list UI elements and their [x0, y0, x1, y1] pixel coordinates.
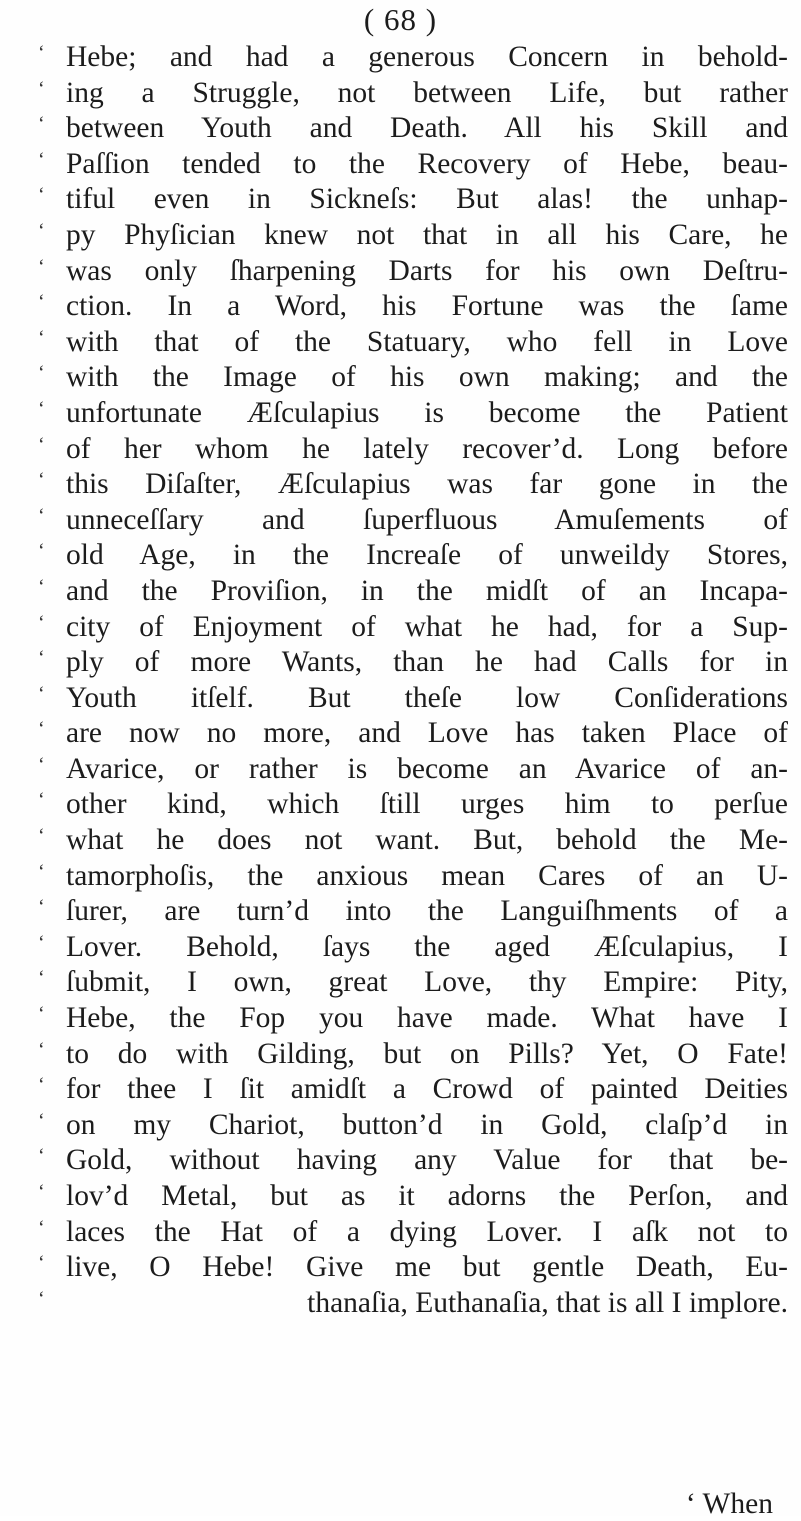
- quotation-mark: ‘: [38, 469, 45, 492]
- text-line: [38, 1250, 788, 1286]
- quotation-mark: ‘: [38, 540, 45, 563]
- quotation-mark: ‘: [38, 255, 45, 278]
- quotation-mark: ‘: [38, 1074, 45, 1097]
- line-text: are now no more, and Love has taken Place of: [66, 717, 788, 750]
- line-text: Hebe; and had a generous Concern in behold-: [66, 41, 788, 73]
- line-text: Avarice, or rather is become an Avarice of an-: [66, 752, 788, 785]
- body-text: [38, 40, 788, 1321]
- text-line: [38, 218, 788, 254]
- text-line: [38, 254, 788, 290]
- text-line: [38, 360, 788, 396]
- quotation-mark: ‘: [38, 113, 45, 136]
- line-text: of her whom he lately recover’d. Long before: [66, 432, 788, 465]
- quotation-mark: ‘: [38, 753, 45, 776]
- quotation-mark: ‘: [38, 967, 45, 990]
- text-line: [38, 574, 788, 610]
- text-line: [38, 467, 788, 503]
- quotation-mark: ‘: [38, 575, 45, 598]
- line-text: other kind, which ſtill urges him to perſue: [66, 788, 788, 821]
- text-line: [38, 432, 788, 468]
- quotation-mark: ‘: [38, 1038, 45, 1061]
- quotation-mark: ‘: [38, 1109, 45, 1132]
- line-text: ſubmit, I own, great Love, thy Empire: Pity,: [66, 966, 788, 999]
- text-line: [38, 716, 788, 752]
- line-text: laces the Hat of a dying Lover. I aſk not to: [66, 1215, 788, 1248]
- quotation-mark: ‘: [38, 860, 45, 883]
- line-text: ction. In a Word, his Fortune was the ſame: [66, 290, 788, 323]
- line-text: tamorphoſis, the anxious mean Cares of an U-: [66, 859, 788, 892]
- text-line: [38, 182, 788, 218]
- text-line: [38, 823, 788, 859]
- quotation-mark: ‘: [38, 42, 45, 64]
- line-text: ply of more Wants, than he had Calls for in: [66, 646, 788, 679]
- quotation-mark: ‘: [38, 1003, 45, 1026]
- text-line: [38, 1108, 788, 1144]
- line-text: live, O Hebe! Give me but gentle Death, Eu-: [66, 1251, 788, 1284]
- text-line: [38, 289, 788, 325]
- line-text: unneceſſary and ſuperfluous Amuſements of: [66, 503, 788, 536]
- line-text: ing a Struggle, not between Life, but rather: [66, 76, 788, 109]
- text-line: [38, 1286, 788, 1322]
- quotation-mark: ‘: [38, 789, 45, 812]
- text-line: [38, 147, 788, 183]
- line-text: on my Chariot, button’d in Gold, claſp’d in: [66, 1108, 788, 1141]
- quotation-mark: ‘: [38, 611, 45, 634]
- text-line: [38, 752, 788, 788]
- text-line: [38, 610, 788, 646]
- quotation-mark: ‘: [38, 1181, 45, 1203]
- text-line: [38, 645, 788, 681]
- quotation-mark: ‘: [38, 148, 45, 171]
- text-line: [38, 1143, 788, 1179]
- quotation-mark: ‘: [38, 326, 45, 349]
- quotation-mark: ‘: [38, 718, 45, 741]
- line-text: unfortunate Æſculapius is become the Patient: [66, 396, 788, 429]
- text-line: [38, 396, 788, 432]
- quotation-mark: ‘: [38, 682, 45, 705]
- line-text: ſurer, are turn’d into the Languiſhments of a: [66, 895, 788, 928]
- line-text: old Age, in the Increaſe of unweildy Stores,: [66, 539, 788, 572]
- line-text: tiful even in Sickneſs: But alas! the unhap-: [66, 183, 788, 216]
- quotation-mark: ‘: [38, 504, 45, 527]
- line-text: with that of the Statuary, who fell in Love: [66, 325, 788, 358]
- quotation-mark: ‘: [38, 219, 45, 242]
- line-text: this Diſaſter, Æſculapius was far gone in the: [66, 468, 788, 501]
- text-line: [38, 965, 788, 1001]
- catchword: ‘ When: [685, 1488, 773, 1520]
- line-text: Gold, without having any Value for that be-: [66, 1144, 788, 1177]
- text-line: [38, 1215, 788, 1251]
- text-line: [38, 1001, 788, 1037]
- line-text: between Youth and Death. All his Skill and: [66, 112, 788, 145]
- line-text: Lover. Behold, ſays the aged Æſculapius, I: [66, 930, 788, 963]
- line-text: to do with Gilding, but on Pills? Yet, O Fate!: [66, 1037, 788, 1070]
- text-line: [38, 1179, 788, 1215]
- quotation-mark: ‘: [38, 1216, 45, 1239]
- line-text: and the Proviſion, in the midſt of an Incapa-: [66, 574, 788, 607]
- quotation-mark: ‘: [38, 291, 45, 314]
- text-line: [38, 325, 788, 361]
- text-line: [38, 681, 788, 717]
- quotation-mark: ‘: [38, 1287, 45, 1310]
- text-line: [38, 1037, 788, 1073]
- quotation-mark: ‘: [38, 184, 45, 207]
- text-line: [38, 859, 788, 895]
- text-line: [38, 894, 788, 930]
- line-text: for thee I ſit amidſt a Crowd of painted Deities: [66, 1073, 788, 1106]
- page-number: ( 68 ): [363, 2, 438, 37]
- quotation-mark: ‘: [38, 433, 45, 456]
- line-text: lov’d Metal, but as it adorns the Perſon, and: [66, 1180, 788, 1212]
- line-text: city of Enjoyment of what he had, for a Sup-: [66, 610, 788, 643]
- line-text: was only ſharpening Darts for his own Deſtru-: [66, 254, 788, 287]
- text-line: [38, 1072, 788, 1108]
- line-text: with the Image of his own making; and the: [66, 361, 788, 394]
- quotation-mark: ‘: [38, 647, 45, 670]
- text-line: [38, 76, 788, 112]
- quotation-mark: ‘: [38, 931, 45, 954]
- text-line: [38, 503, 788, 539]
- line-text: thanaſia, Euthanaſia, that is all I implore.: [307, 1286, 788, 1319]
- text-line: [38, 538, 788, 574]
- quotation-mark: ‘: [38, 77, 45, 100]
- line-text: Paſſion tended to the Recovery of Hebe, beau-: [66, 147, 788, 180]
- quotation-mark: ‘: [38, 825, 45, 848]
- line-text: what he does not want. But, behold the Me-: [66, 824, 788, 857]
- quotation-mark: ‘: [38, 397, 45, 420]
- quotation-mark: ‘: [38, 1252, 45, 1275]
- line-text: Hebe, the Fop you have made. What have I: [66, 1002, 788, 1035]
- text-line: [38, 930, 788, 966]
- quotation-mark: ‘: [38, 362, 45, 385]
- line-text: Youth itſelf. But theſe low Conſiderations: [66, 681, 788, 714]
- quotation-mark: ‘: [38, 896, 45, 919]
- line-text: py Phyſician knew not that in all his Care, he: [66, 218, 788, 251]
- quotation-mark: ‘: [38, 1145, 45, 1168]
- text-line: [38, 111, 788, 147]
- text-line: [38, 40, 788, 76]
- text-line: [38, 787, 788, 823]
